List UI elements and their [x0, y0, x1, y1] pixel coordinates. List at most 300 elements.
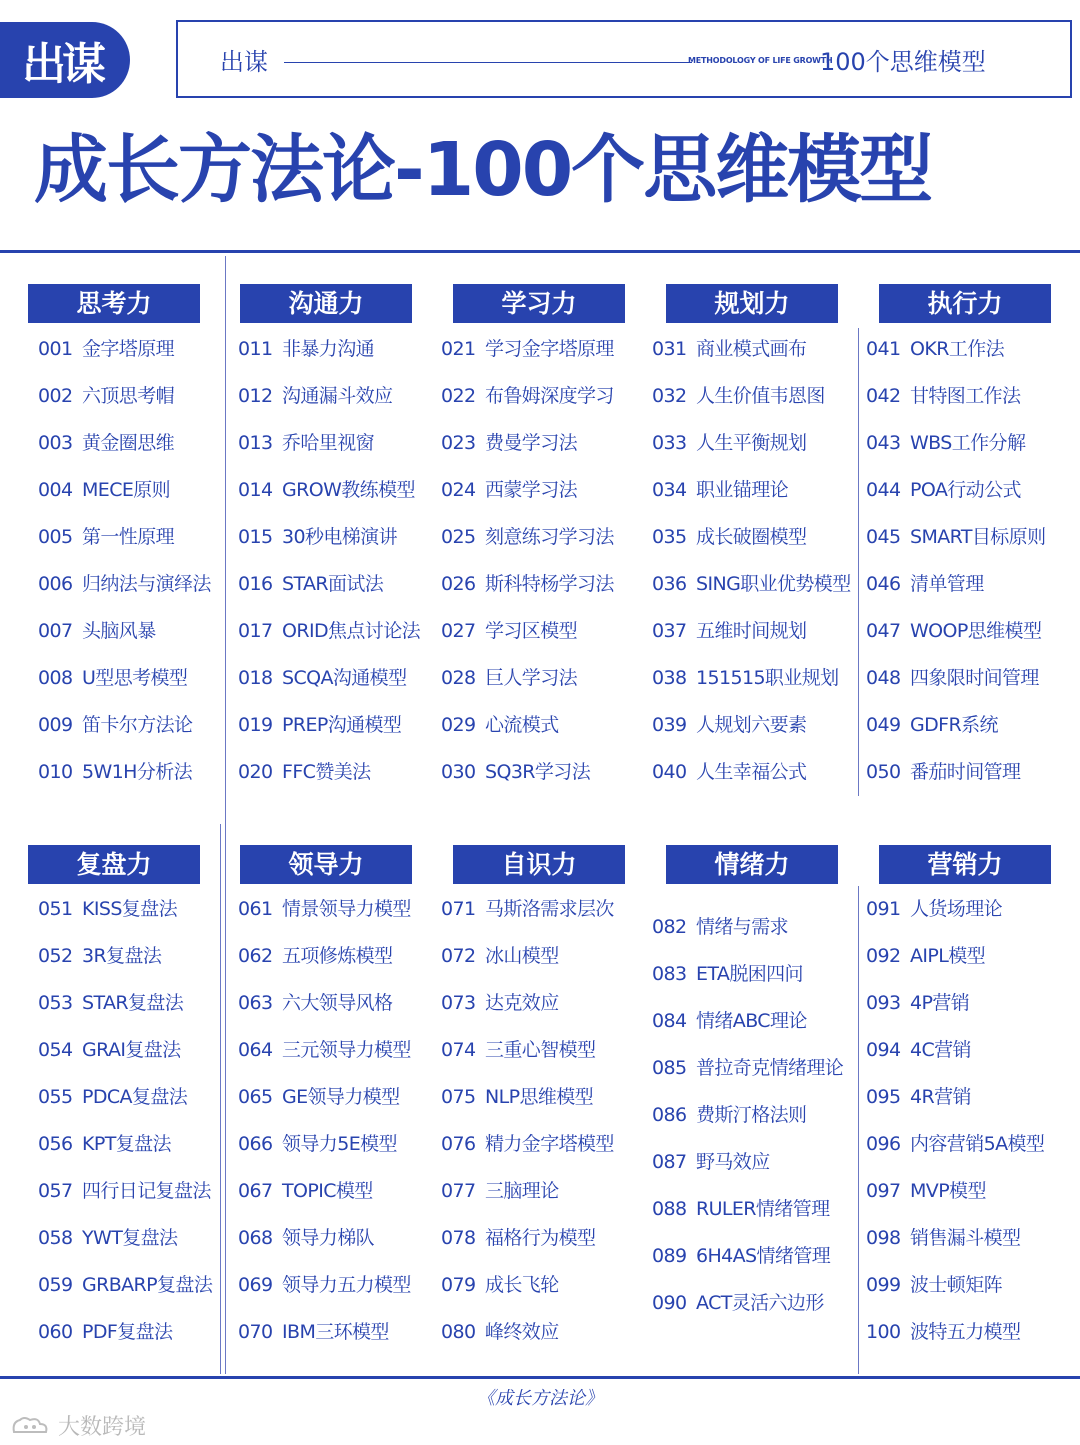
- item-number: 037: [652, 620, 687, 642]
- item-number: 018: [238, 667, 273, 689]
- item-number: 098: [866, 1227, 901, 1249]
- category-title: 思考力: [28, 284, 200, 323]
- item-label: AIPL模型: [910, 945, 986, 967]
- item-label: 三元领导力模型: [282, 1039, 411, 1061]
- category-column: [453, 845, 625, 884]
- header-divider: [284, 62, 692, 63]
- list-item: [38, 980, 212, 1027]
- item-label: GROW教练模型: [282, 479, 415, 501]
- list-item: [652, 373, 851, 420]
- list-item: [238, 467, 420, 514]
- item-number: 051: [38, 898, 73, 920]
- list-item: [441, 749, 614, 796]
- item-number: 011: [238, 338, 273, 360]
- item-number: 008: [38, 667, 73, 689]
- item-label: 波士顿矩阵: [910, 1274, 1003, 1296]
- list-item: [238, 420, 420, 467]
- item-number: 060: [38, 1321, 73, 1343]
- item-number: 005: [38, 526, 73, 548]
- category-title: 自识力: [453, 845, 625, 884]
- list-item: [866, 980, 1044, 1027]
- item-number: 092: [866, 945, 901, 967]
- list-item: [441, 1027, 614, 1074]
- item-number: 045: [866, 526, 901, 548]
- list-item: [652, 420, 851, 467]
- item-label: 斯科特杨学习法: [485, 573, 614, 595]
- list-item: [238, 655, 420, 702]
- list-item: [238, 514, 420, 561]
- category-title: 执行力: [879, 284, 1051, 323]
- item-number: 048: [866, 667, 901, 689]
- item-number: 035: [652, 526, 687, 548]
- model-list: [866, 886, 1044, 1356]
- list-item: [652, 998, 843, 1045]
- item-number: 074: [441, 1039, 476, 1061]
- list-item: [238, 933, 411, 980]
- item-label: 领导力5E模型: [282, 1133, 397, 1155]
- item-number: 047: [866, 620, 901, 642]
- list-item: [441, 373, 614, 420]
- item-label: GRAI复盘法: [82, 1039, 181, 1061]
- item-label: 三重心智模型: [485, 1039, 596, 1061]
- bottom-rule: [0, 1376, 1080, 1379]
- item-number: 044: [866, 479, 901, 501]
- category-column: [28, 284, 200, 323]
- category-column: [666, 284, 838, 323]
- item-number: 007: [38, 620, 73, 642]
- list-item: [441, 980, 614, 1027]
- item-label: SMART目标原则: [910, 526, 1046, 548]
- item-number: 086: [652, 1104, 687, 1126]
- list-item: [652, 951, 843, 998]
- list-item: [652, 1280, 843, 1327]
- item-number: 096: [866, 1133, 901, 1155]
- list-item: [866, 420, 1045, 467]
- list-item: [238, 749, 420, 796]
- column-divider: [225, 256, 226, 1374]
- list-item: [38, 1309, 212, 1356]
- logo-block: [0, 22, 130, 98]
- list-item: [238, 1121, 411, 1168]
- list-item: [238, 1074, 411, 1121]
- list-item: [652, 467, 851, 514]
- item-number: 002: [38, 385, 73, 407]
- footer-caption: 《成长方法论》: [477, 1388, 603, 1409]
- model-list: [38, 886, 212, 1356]
- list-item: [238, 1027, 411, 1074]
- item-number: 053: [38, 992, 73, 1014]
- item-number: 023: [441, 432, 476, 454]
- item-number: 046: [866, 573, 901, 595]
- item-label: 3R复盘法: [82, 945, 162, 967]
- item-number: 025: [441, 526, 476, 548]
- item-number: 063: [238, 992, 273, 1014]
- item-number: 036: [652, 573, 687, 595]
- list-item: [38, 326, 211, 373]
- list-item: [441, 326, 614, 373]
- item-label: 151515职业规划: [696, 667, 839, 689]
- list-item: [38, 1168, 212, 1215]
- item-number: 052: [38, 945, 73, 967]
- item-label: 马斯洛需求层次: [485, 898, 614, 920]
- item-number: 067: [238, 1180, 273, 1202]
- item-number: 065: [238, 1086, 273, 1108]
- list-item: [652, 655, 851, 702]
- item-label: 人生幸福公式: [696, 761, 807, 783]
- page-title: 成长方法论-100个思维模型: [34, 127, 932, 213]
- item-label: 冰山模型: [485, 945, 559, 967]
- item-number: 020: [238, 761, 273, 783]
- list-item: [866, 1262, 1044, 1309]
- item-label: 人生平衡规划: [696, 432, 807, 454]
- item-number: 075: [441, 1086, 476, 1108]
- column-divider: [858, 886, 859, 1374]
- list-item: [652, 1233, 843, 1280]
- item-label: 笛卡尔方法论: [82, 714, 193, 736]
- item-label: 五维时间规划: [696, 620, 807, 642]
- list-item: [866, 1121, 1044, 1168]
- item-number: 089: [652, 1245, 687, 1267]
- item-label: 情绪ABC理论: [696, 1010, 807, 1032]
- list-item: [38, 514, 211, 561]
- category-column: [879, 845, 1051, 884]
- item-label: 5W1H分析法: [82, 761, 193, 783]
- item-label: 六顶思考帽: [82, 385, 175, 407]
- item-number: 050: [866, 761, 901, 783]
- item-label: 商业模式画布: [696, 338, 807, 360]
- item-label: KISS复盘法: [82, 898, 177, 920]
- item-label: KPT复盘法: [82, 1133, 171, 1155]
- list-item: [38, 933, 212, 980]
- item-number: 029: [441, 714, 476, 736]
- item-label: 金字塔原理: [82, 338, 175, 360]
- list-item: [652, 1139, 843, 1186]
- list-item: [441, 702, 614, 749]
- list-item: [866, 608, 1045, 655]
- model-list: [441, 886, 614, 1356]
- list-item: [866, 1309, 1044, 1356]
- item-label: 领导力梯队: [282, 1227, 375, 1249]
- category-column: [666, 845, 838, 884]
- item-label: U型思考模型: [82, 667, 188, 689]
- item-label: 普拉奇克情绪理论: [696, 1057, 844, 1079]
- list-item: [238, 1168, 411, 1215]
- item-label: 成长飞轮: [485, 1274, 559, 1296]
- list-item: [38, 1074, 212, 1121]
- item-number: 006: [38, 573, 73, 595]
- item-number: 082: [652, 916, 687, 938]
- item-number: 084: [652, 1010, 687, 1032]
- list-item: [866, 702, 1045, 749]
- item-label: YWT复盘法: [82, 1227, 178, 1249]
- item-label: 甘特图工作法: [910, 385, 1021, 407]
- item-label: 成长破圈模型: [696, 526, 807, 548]
- item-label: PDF复盘法: [82, 1321, 173, 1343]
- item-number: 066: [238, 1133, 273, 1155]
- item-number: 088: [652, 1198, 687, 1220]
- item-number: 028: [441, 667, 476, 689]
- item-number: 072: [441, 945, 476, 967]
- item-label: MECE原则: [82, 479, 171, 501]
- list-item: [866, 1168, 1044, 1215]
- list-item: [441, 655, 614, 702]
- item-number: 057: [38, 1180, 73, 1202]
- item-label: 六大领导风格: [282, 992, 393, 1014]
- item-number: 058: [38, 1227, 73, 1249]
- item-number: 068: [238, 1227, 273, 1249]
- item-number: 069: [238, 1274, 273, 1296]
- item-label: 非暴力沟通: [282, 338, 375, 360]
- item-number: 097: [866, 1180, 901, 1202]
- item-label: 归纳法与演绎法: [82, 573, 211, 595]
- item-number: 059: [38, 1274, 73, 1296]
- model-list: [652, 904, 843, 1327]
- list-item: [866, 1074, 1044, 1121]
- item-label: SCQA沟通模型: [282, 667, 407, 689]
- item-number: 061: [238, 898, 273, 920]
- item-label: PDCA复盘法: [82, 1086, 188, 1108]
- item-number: 032: [652, 385, 687, 407]
- list-item: [866, 514, 1045, 561]
- item-number: 034: [652, 479, 687, 501]
- item-label: 情景领导力模型: [282, 898, 411, 920]
- item-number: 071: [441, 898, 476, 920]
- list-item: [652, 1045, 843, 1092]
- item-number: 055: [38, 1086, 73, 1108]
- item-number: 003: [38, 432, 73, 454]
- list-item: [441, 1168, 614, 1215]
- category-title: 领导力: [240, 845, 412, 884]
- list-item: [238, 702, 420, 749]
- item-label: 达克效应: [485, 992, 559, 1014]
- item-label: 销售漏斗模型: [910, 1227, 1021, 1249]
- category-column: [879, 284, 1051, 323]
- list-item: [652, 702, 851, 749]
- item-label: 30秒电梯演讲: [282, 526, 397, 548]
- item-label: 费曼学习法: [485, 432, 578, 454]
- item-label: 学习金字塔原理: [485, 338, 614, 360]
- model-list: [652, 326, 851, 796]
- item-label: 第一性原理: [82, 526, 175, 548]
- item-number: 041: [866, 338, 901, 360]
- item-number: 010: [38, 761, 73, 783]
- list-item: [238, 980, 411, 1027]
- model-list: [38, 326, 211, 796]
- item-number: 085: [652, 1057, 687, 1079]
- category-title: 沟通力: [240, 284, 412, 323]
- list-item: [38, 1262, 212, 1309]
- model-list: [866, 326, 1045, 796]
- item-label: TOPIC模型: [282, 1180, 373, 1202]
- item-number: 033: [652, 432, 687, 454]
- watermark-logo-icon: [10, 1414, 52, 1438]
- item-number: 042: [866, 385, 901, 407]
- list-item: [652, 608, 851, 655]
- item-number: 079: [441, 1274, 476, 1296]
- list-item: [441, 886, 614, 933]
- list-item: [38, 561, 211, 608]
- item-number: 076: [441, 1133, 476, 1155]
- brand-name: 出谋: [220, 48, 268, 76]
- item-number: 021: [441, 338, 476, 360]
- item-number: 012: [238, 385, 273, 407]
- model-list: [238, 326, 420, 796]
- category-column: [240, 845, 412, 884]
- list-item: [238, 326, 420, 373]
- list-item: [866, 886, 1044, 933]
- item-number: 090: [652, 1292, 687, 1314]
- list-item: [866, 1215, 1044, 1262]
- item-label: 三脑理论: [485, 1180, 559, 1202]
- item-number: 014: [238, 479, 273, 501]
- item-label: MVP模型: [910, 1180, 986, 1202]
- item-label: 人生价值韦恩图: [696, 385, 825, 407]
- list-item: [38, 373, 211, 420]
- item-label: 情绪与需求: [696, 916, 789, 938]
- list-item: [38, 886, 212, 933]
- list-item: [238, 561, 420, 608]
- list-item: [441, 608, 614, 655]
- item-label: 黄金圈思维: [82, 432, 175, 454]
- item-label: 巨人学习法: [485, 667, 578, 689]
- list-item: [38, 1121, 212, 1168]
- item-number: 009: [38, 714, 73, 736]
- list-item: [238, 1262, 411, 1309]
- item-number: 016: [238, 573, 273, 595]
- item-label: ORID焦点讨论法: [282, 620, 420, 642]
- item-label: STAR面试法: [282, 573, 384, 595]
- item-label: 心流模式: [485, 714, 559, 736]
- item-number: 040: [652, 761, 687, 783]
- item-label: WBS工作分解: [910, 432, 1026, 454]
- column-divider: [220, 824, 221, 1374]
- category-title: 规划力: [666, 284, 838, 323]
- item-label: 布鲁姆深度学习: [485, 385, 614, 407]
- list-item: [38, 420, 211, 467]
- list-item: [652, 904, 843, 951]
- list-item: [38, 1027, 212, 1074]
- item-label: WOOP思维模型: [910, 620, 1042, 642]
- model-list: [441, 326, 614, 796]
- category-column: [453, 284, 625, 323]
- list-item: [866, 655, 1045, 702]
- item-label: GRBARP复盘法: [82, 1274, 213, 1296]
- list-item: [441, 1121, 614, 1168]
- item-label: SING职业优势模型: [696, 573, 851, 595]
- list-item: [38, 608, 211, 655]
- list-item: [441, 561, 614, 608]
- list-item: [441, 1309, 614, 1356]
- item-label: 乔哈里视窗: [282, 432, 375, 454]
- item-label: 领导力五力模型: [282, 1274, 411, 1296]
- item-number: 038: [652, 667, 687, 689]
- item-number: 093: [866, 992, 901, 1014]
- item-number: 091: [866, 898, 901, 920]
- item-label: 学习区模型: [485, 620, 578, 642]
- item-label: 头脑风暴: [82, 620, 156, 642]
- list-item: [38, 467, 211, 514]
- item-number: 056: [38, 1133, 73, 1155]
- item-number: 054: [38, 1039, 73, 1061]
- item-number: 049: [866, 714, 901, 736]
- header-caption: METHODOLOGY OF LIFE GROWTH: [688, 56, 833, 65]
- item-label: 职业锚理论: [696, 479, 789, 501]
- item-label: 精力金字塔模型: [485, 1133, 614, 1155]
- item-number: 095: [866, 1086, 901, 1108]
- list-item: [866, 467, 1045, 514]
- item-label: ETA脱困四问: [696, 963, 803, 985]
- item-label: 西蒙学习法: [485, 479, 578, 501]
- item-label: 清单管理: [910, 573, 984, 595]
- item-number: 080: [441, 1321, 476, 1343]
- item-label: 四象限时间管理: [910, 667, 1039, 689]
- item-label: 费斯汀格法则: [696, 1104, 807, 1126]
- item-number: 013: [238, 432, 273, 454]
- item-number: 078: [441, 1227, 476, 1249]
- item-label: PREP沟通模型: [282, 714, 402, 736]
- item-label: 人货场理论: [910, 898, 1003, 920]
- list-item: [441, 514, 614, 561]
- header-subtitle: 100个思维模型: [820, 48, 986, 76]
- item-label: 人规划六要素: [696, 714, 807, 736]
- list-item: [866, 561, 1045, 608]
- item-label: IBM三环模型: [282, 1321, 389, 1343]
- list-item: [866, 933, 1044, 980]
- item-label: NLP思维模型: [485, 1086, 594, 1108]
- item-label: GDFR系统: [910, 714, 998, 736]
- item-number: 077: [441, 1180, 476, 1202]
- list-item: [238, 1215, 411, 1262]
- item-number: 073: [441, 992, 476, 1014]
- category-title: 营销力: [879, 845, 1051, 884]
- list-item: [441, 933, 614, 980]
- item-label: 6H4AS情绪管理: [696, 1245, 831, 1267]
- item-label: 沟通漏斗效应: [282, 385, 393, 407]
- list-item: [238, 373, 420, 420]
- item-number: 087: [652, 1151, 687, 1173]
- category-title: 复盘力: [28, 845, 200, 884]
- item-label: 刻意练习学习法: [485, 526, 614, 548]
- item-number: 099: [866, 1274, 901, 1296]
- item-label: 4R营销: [910, 1086, 971, 1108]
- list-item: [38, 749, 211, 796]
- list-item: [441, 420, 614, 467]
- item-number: 039: [652, 714, 687, 736]
- item-label: 五项修炼模型: [282, 945, 393, 967]
- list-item: [652, 1186, 843, 1233]
- item-label: 福格行为模型: [485, 1227, 596, 1249]
- item-number: 031: [652, 338, 687, 360]
- item-label: GE领导力模型: [282, 1086, 400, 1108]
- category-column: [240, 284, 412, 323]
- list-item: [441, 1215, 614, 1262]
- list-item: [441, 467, 614, 514]
- list-item: [238, 886, 411, 933]
- item-label: 4C营销: [910, 1039, 971, 1061]
- item-label: 野马效应: [696, 1151, 770, 1173]
- item-number: 094: [866, 1039, 901, 1061]
- list-item: [652, 561, 851, 608]
- item-number: 019: [238, 714, 273, 736]
- category-title: 学习力: [453, 284, 625, 323]
- item-label: 四行日记复盘法: [82, 1180, 211, 1202]
- list-item: [38, 702, 211, 749]
- list-item: [238, 608, 420, 655]
- watermark: [10, 1410, 146, 1441]
- watermark-text: 大数跨境: [58, 1415, 147, 1440]
- title-rule: [0, 250, 1080, 253]
- item-label: SQ3R学习法: [485, 761, 591, 783]
